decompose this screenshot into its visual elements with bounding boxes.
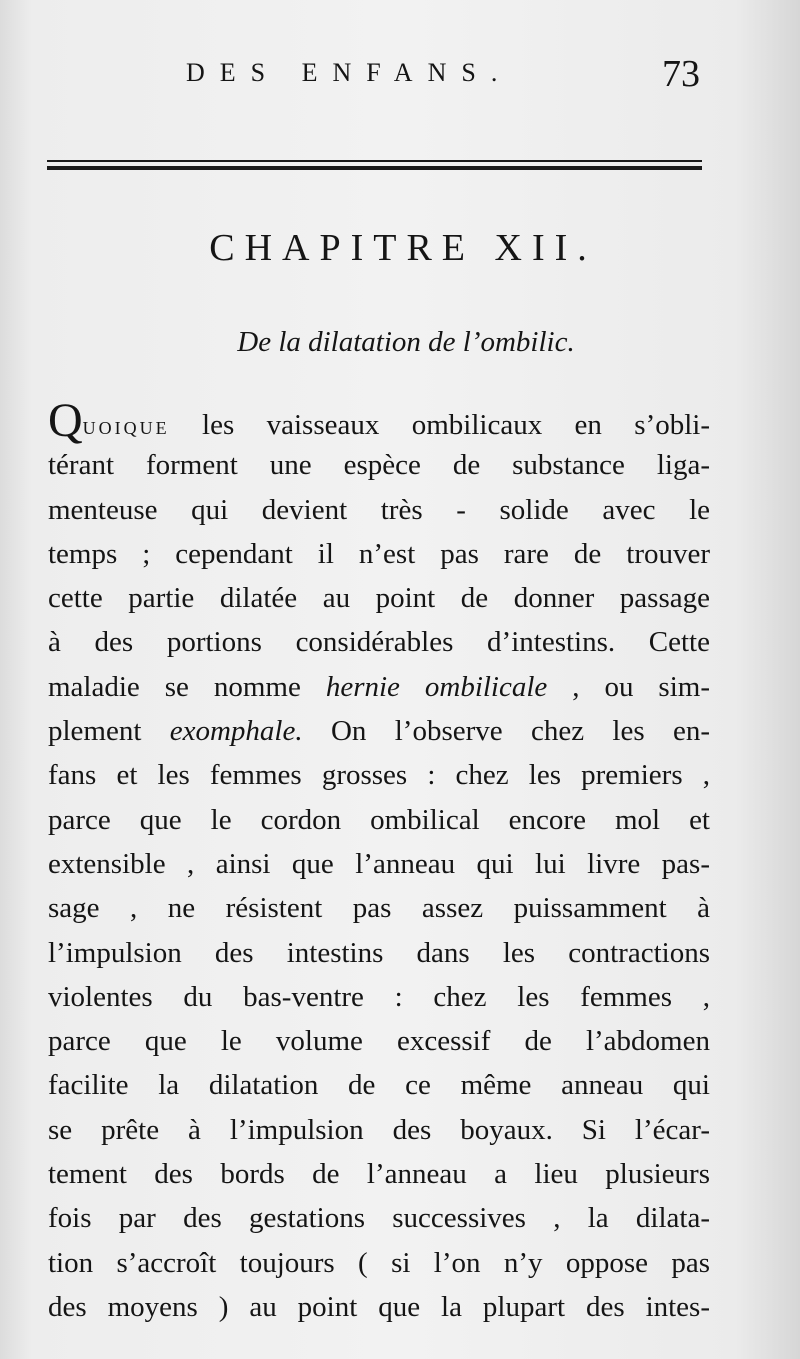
line-text: plement [48, 715, 170, 748]
text-line [48, 665, 710, 709]
text-line: tement des bords de l’anneau a lieu plusieurs [48, 1158, 710, 1191]
text-line [48, 709, 710, 753]
page-number: 73 [662, 53, 700, 95]
line-text: les vaisseaux ombilicaux en s’obli- [169, 409, 710, 441]
small-caps-word: uoique [82, 411, 170, 440]
text-line: se prête à l’impulsion des boyaux. Si l’écar- [48, 1113, 710, 1146]
text-line: térant forment une espèce de substance liga- [48, 449, 710, 482]
text-line: parce que le volume excessif de l’abdomen [48, 1025, 710, 1058]
text-line: violentes du bas-ventre : chez les femmes , [48, 980, 710, 1013]
text-line: facilite la dilatation de ce même anneau qui [48, 1069, 710, 1102]
text-line: parce que le cordon ombilical encore mol et [48, 803, 710, 836]
text-line: sage , ne résistent pas assez puissamment à [48, 892, 710, 925]
text-line: l’impulsion des intestins dans les contractions [48, 936, 710, 969]
line-text: On l’observe chez les en- [302, 715, 710, 748]
text-line: à des portions considérables d’intestins. Cette [48, 626, 710, 659]
chapter-title: CHAPITRE XII. [209, 227, 597, 269]
drop-cap: Q [48, 394, 83, 447]
running-title: DES ENFANS. [186, 58, 513, 87]
header-rule-thin [47, 160, 702, 162]
text-line [48, 394, 710, 447]
text-line: menteuse qui devient très - solide avec le [48, 493, 710, 526]
text-line: cette partie dilatée au point de donner passage [48, 582, 710, 615]
chapter-subtitle: De la dilatation de l’ombilic. [237, 326, 575, 358]
text-line: des moyens ) au point que la plupart des intes- [48, 1290, 710, 1323]
body-text [48, 394, 710, 1329]
text-line: tion s’accroît toujours ( si l’on n’y oppose pas [48, 1246, 710, 1279]
line-text: maladie se nomme [48, 670, 326, 703]
text-line: temps ; cependant il n’est pas rare de trouver [48, 537, 710, 570]
line-text: , ou sim- [547, 670, 710, 703]
italic-term: hernie ombilicale [325, 670, 548, 703]
italic-term: exomphale. [169, 715, 303, 748]
text-line: fois par des gestations successives , la dilata- [48, 1202, 710, 1235]
header-rule-thick [47, 166, 702, 170]
running-head [0, 52, 800, 102]
text-line: fans et les femmes grosses : chez les premiers , [48, 759, 710, 792]
text-line: extensible , ainsi que l’anneau qui lui livre pas- [48, 847, 710, 880]
